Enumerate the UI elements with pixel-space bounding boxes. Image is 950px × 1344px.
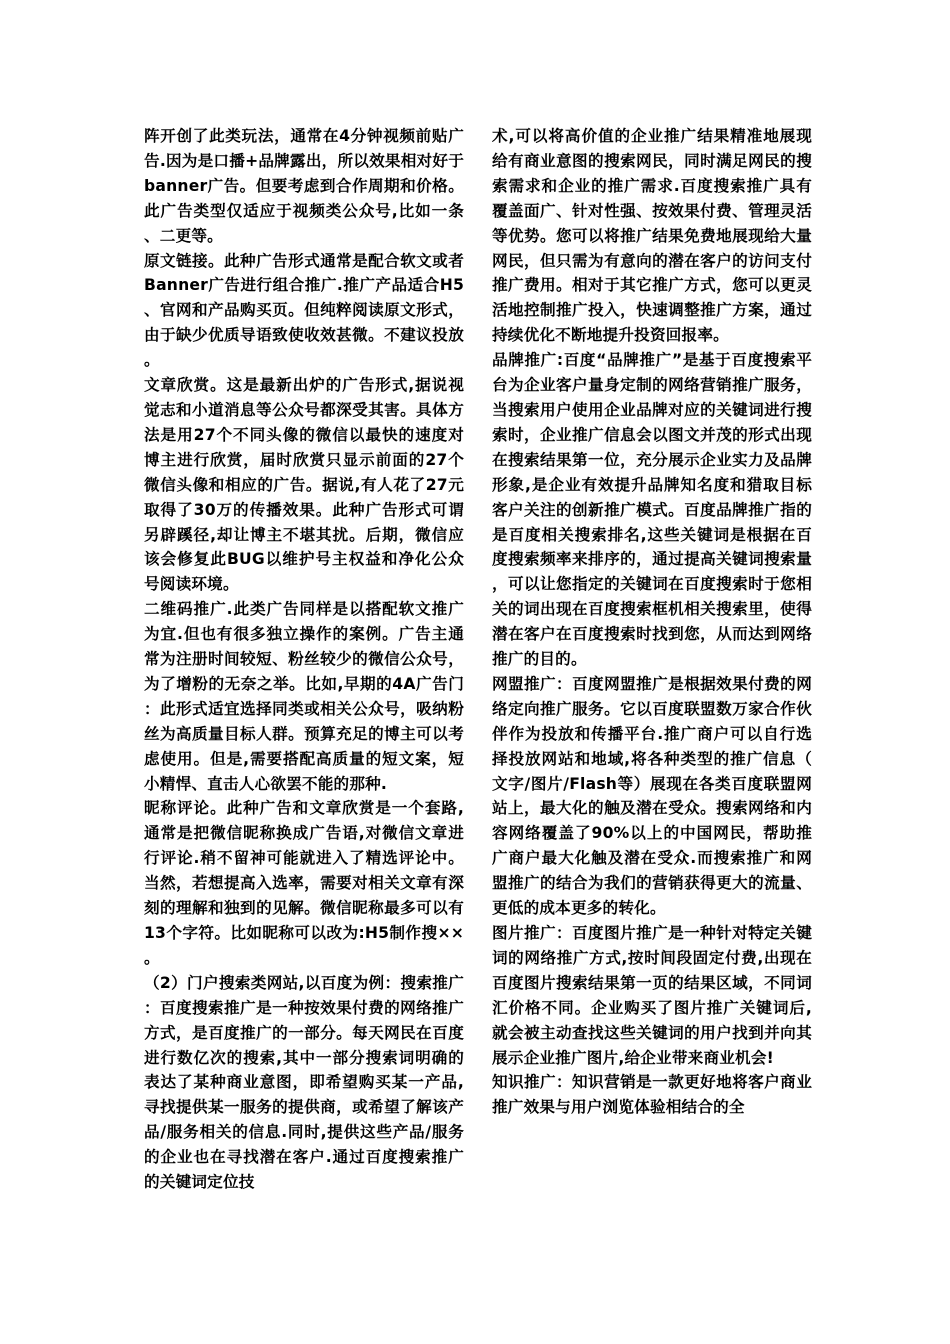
paragraph: 图片推广：百度图片推广是一种针对特定关键词的网络推广方式,按时间段固定付费,出现在百度图片搜索结果第一页的结果区域，不同词汇价格不同。企业购买了图片推广关键词后,就会被主动查找这些关键词的用户找到并向其展示企业推广图片,给企业带来商业机会! <box>492 924 812 1067</box>
left-column <box>144 124 464 1195</box>
paragraph: 文章欣赏。这是最新出炉的广告形式,据说视觉志和小道消息等公众号都深受其害。具体方法是用27个不同头像的微信以最快的速度对博主进行欣赏，届时欣赏只显示前面的27个微信头像和相应的广告。据说,有人花了27元取得了30万的传播效果。此种广告形式可谓另辟蹊径,却让博主不堪其扰。后期，微信应该会修复此BUG以维护号主权益和净化公众号阅读环境。 <box>144 376 464 594</box>
paragraph: 术,可以将高价值的企业推广结果精准地展现给有商业意图的搜索网民，同时满足网民的搜索需求和企业的推广需求.百度搜索推广具有覆盖面广、针对性强、按效果付费、管理灵活等优势。您可以将推广结果免费地展现给大量网民，但只需为有意向的潜在客户的访问支付推广费用。相对于其它推广方式，您可以更灵活地控制推广投入，快速调整推广方案，通过持续优化不断地提升投资回报率。 <box>492 127 812 345</box>
paragraph: 品牌推广:百度“品牌推广”是基于百度搜索平台为企业客户量身定制的网络营销推广服务，当搜索用户使用企业品牌对应的关键词进行搜索时，企业推广信息会以图文并茂的形式出现在搜索结果第一位，充分展示企业实力及品牌形象,是企业有效提升品牌知名度和猎取目标客户关注的创新推广模式。百度品牌推广指的是百度相关搜索排名,这些关键词是根据在百度搜索频率来排序的，通过提高关键词搜索量，可以让您指定的关键词在百度搜索时于您相关的词出现在百度搜索框机相关搜索里，使得潜在客户在百度搜索时找到您，从而达到网络推广的目的。 <box>492 351 812 669</box>
paragraph: 昵称评论。此种广告和文章欣赏是一个套路,通常是把微信昵称换成广告语,对微信文章进行评论.稍不留神可能就进入了精选评论中。当然，若想提高入选率，需要对相关文章有深刻的理解和独到的见解。微信昵称最多可以有13个字符。比如昵称可以改为:H5制作搜××。 <box>144 799 464 967</box>
right-column <box>492 124 812 1120</box>
paragraph: 阵开创了此类玩法，通常在4分钟视频前贴广告.因为是口播+品牌露出，所以效果相对好于banner广告。但要考虑到合作周期和价格。此广告类型仅适应于视频类公众号,比如一条、二更等。 <box>144 127 464 245</box>
paragraph: （2）门户搜索类网站,以百度为例：搜索推广：百度搜索推广是一种按效果付费的网络推广方式，是百度推广的一部分。每天网民在百度进行数亿次的搜索,其中一部分搜索词明确的表达了某种商业意图，即希望购买某一产品,寻找提供某一服务的提供商，或希望了解该产品/服务相关的信息.同时,提供这些产品/服务的企业也在寻找潜在客户.通过百度搜索推广的关键词定位技 <box>144 973 464 1192</box>
paragraph: 原文链接。此种广告形式通常是配合软文或者Banner广告进行组合推广.推广产品适合H5、官网和产品购买页。但纯粹阅读原文形式，由于缺少优质导语致使收效甚微。不建议投放。 <box>144 251 464 370</box>
paragraph: 知识推广：知识营销是一款更好地将客户商业推广效果与用户浏览体验相结合的全 <box>492 1073 812 1117</box>
paragraph: 网盟推广：百度网盟推广是根据效果付费的网络定向推广服务。它以百度联盟数万家合作伙伴作为投放和传播平台.推广商户可以自行选择投放网站和地域,将各种类型的推广信息（文字/图片/Flash等）展现在各类百度联盟网站上，最大化的触及潜在受众。搜索网络和内容网络覆盖了90%以上的中国网民，帮助推广商户最大化触及潜在受众.而搜索推广和网盟推广的结合为我们的营销获得更大的流量、更低的成本更多的转化。 <box>492 674 812 918</box>
paragraph: 二维码推广.此类广告同样是以搭配软文推广为宜.但也有很多独立操作的案例。广告主通常为注册时间较短、粉丝较少的微信公众号，为了增粉的无奈之举。比如,早期的4A广告门：此形式适宜选择同类或相关公众号，吸纳粉丝为高质量目标人群。预算充足的博主可以考虑使用。但是,需要搭配高质量的短文案，短小精悍、直击人心欲罢不能的那种. <box>144 600 464 793</box>
